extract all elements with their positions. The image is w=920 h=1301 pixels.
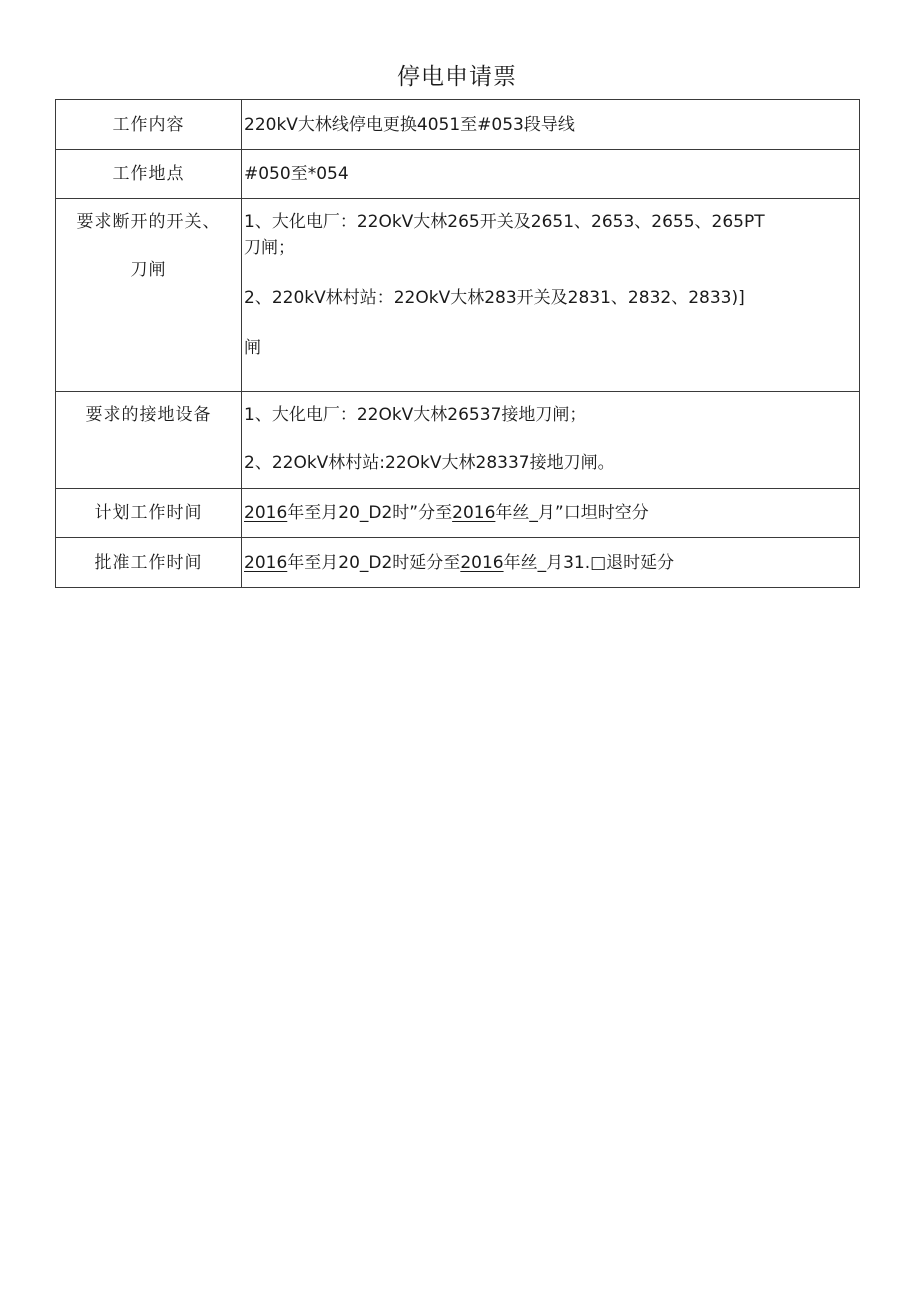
switches-to-open-label-line-1: 要求断开的开关、 <box>76 212 221 232</box>
table-row-planned-time <box>56 489 860 538</box>
planned-time-value <box>242 489 860 538</box>
switches-to-open-label-line-2: 刀闸 <box>130 260 167 280</box>
grounding-line-1: 1、大化电厂：22OkV大林26537接地刀闸； <box>244 405 587 425</box>
approved-time-tail: 年丝_月31.□退时延分 <box>503 552 675 573</box>
planned-end-year: 2016 <box>452 503 496 523</box>
approved-time-label: 批准工作时间 <box>56 538 242 588</box>
table-row-work-location <box>56 150 860 199</box>
work-content-value: 220kV大林线停电更换4051至#053段导线 <box>242 100 860 150</box>
work-location-label: 工作地点 <box>56 150 242 199</box>
switches-line-3: 2、220kV林村站：22OkV大林283开关及2831、2832、2833)] <box>244 288 745 308</box>
switches-line-1: 1、大化电厂：22OkV大林265开关及2651、2653、2655、265PT <box>244 212 765 232</box>
switches-to-open-value <box>242 199 860 392</box>
approved-end-year: 2016 <box>460 552 504 573</box>
page-title: 停电申请票 <box>397 64 517 90</box>
outage-application-table <box>55 99 860 588</box>
planned-start-year: 2016 <box>244 503 288 523</box>
table-row-work-content <box>56 100 860 150</box>
planned-time-middle: 年至月20_D2时”分至 <box>287 503 453 523</box>
table-row-approved-time <box>56 538 860 588</box>
grounding-equipment-label: 要求的接地设备 <box>56 392 242 489</box>
work-location-value: #050至*054 <box>242 150 860 199</box>
approved-time-value <box>242 538 860 588</box>
switches-line-4: 闸 <box>244 338 261 358</box>
planned-time-label: 计划工作时间 <box>56 489 242 538</box>
table-row-grounding-equipment <box>56 392 860 489</box>
grounding-line-2: 2、22OkV林村站:22OkV大林28337接地刀闸。 <box>244 453 615 473</box>
table-row-switches-to-open <box>56 199 860 392</box>
work-content-label: 工作内容 <box>56 100 242 150</box>
planned-time-tail: 年丝_月”口坦时空分 <box>495 503 649 523</box>
switches-line-2: 刀闸； <box>244 238 295 258</box>
switches-to-open-label <box>56 199 242 392</box>
approved-start-year: 2016 <box>244 552 288 573</box>
approved-time-middle: 年至月20_D2时延分至 <box>287 552 461 573</box>
grounding-equipment-value <box>242 392 860 489</box>
